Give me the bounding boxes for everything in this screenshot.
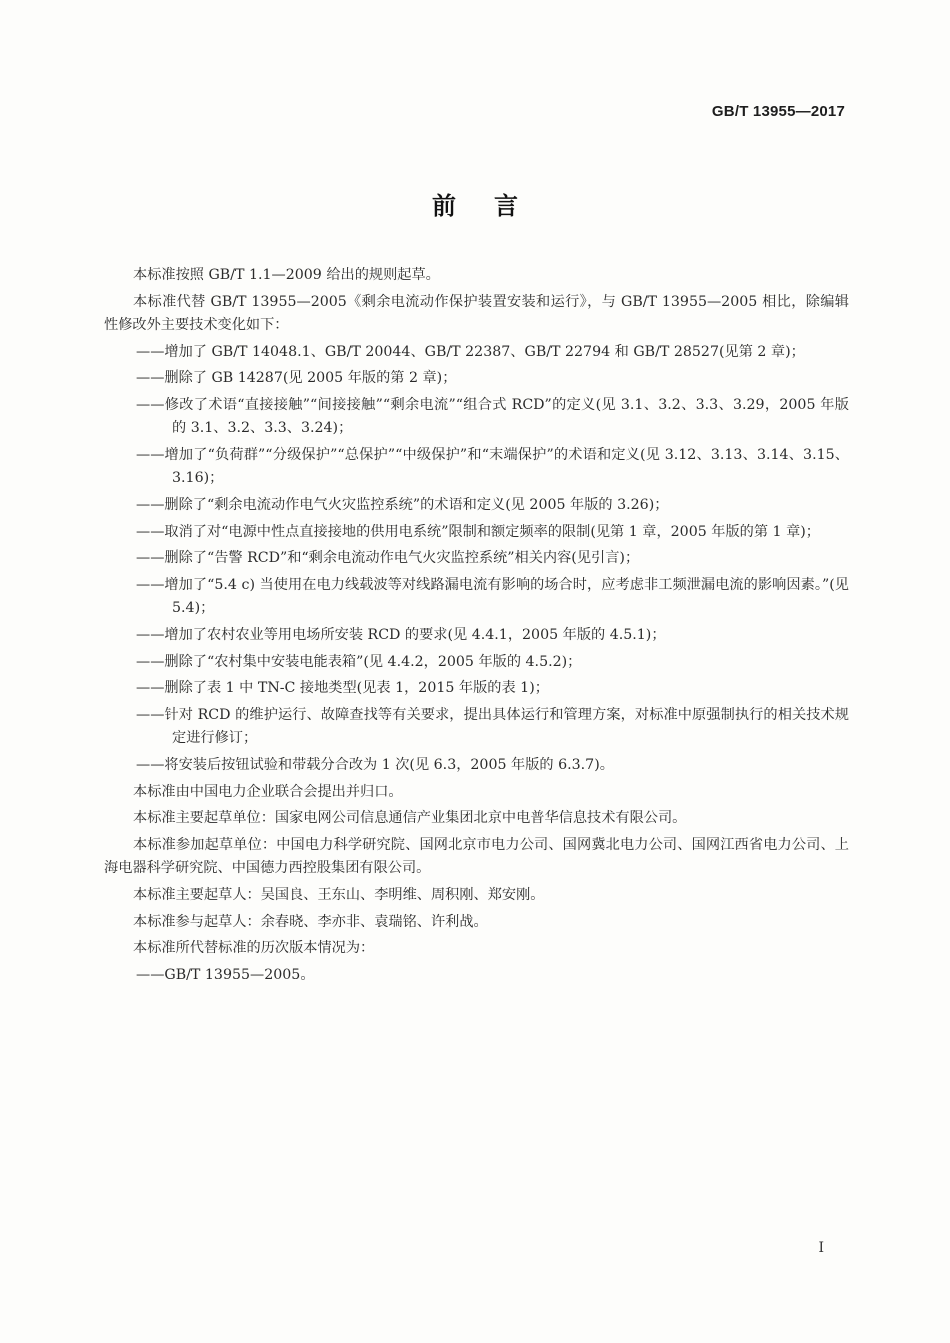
list-item: ——增加了“5.4 c) 当使用在电力线载波等对线路漏电流有影响的场合时，应考虑非工频泄漏电流的影响因素。”(见 5.4)； — [136, 576, 849, 617]
paragraph: 本标准所代替标准的历次版本情况为： — [133, 940, 375, 957]
list-item: ——增加了 GB/T 14048.1、GB/T 20044、GB/T 22387、GB/T 22794 和 GB/T 28527(见第 2 章)； — [136, 343, 805, 360]
list-item: ——删除了 GB 14287(见 2005 年版的第 2 章)； — [136, 370, 457, 387]
list-item: ——增加了“负荷群”“分级保护”“总保护”“中级保护”和“末端保护”的术语和定义(见 3.12、3.13、3.14、3.15、3.16)； — [136, 446, 849, 487]
list-item: ——删除了“农村集中安装电能表箱”(见 4.4.2，2005 年版的 4.5.2)； — [136, 653, 582, 670]
standard-code: GB/T 13955—2017 — [711, 103, 845, 120]
paragraph: 本标准参加起草单位：中国电力科学研究院、国网北京市电力公司、国网冀北电力公司、国网江西省电力公司、上海电器科学研究院、中国德力西控股集团有限公司。 — [104, 836, 849, 877]
foreword-body — [104, 264, 849, 991]
paragraph: 本标准主要起草人：吴国良、王东山、李明维、周积刚、郑安刚。 — [133, 886, 545, 903]
paragraph: 本标准由中国电力企业联合会提出并归口。 — [133, 783, 403, 800]
list-item: ——针对 RCD 的维护运行、故障查找等有关要求，提出具体运行和管理方案，对标准中原强制执行的相关技术规定进行修订； — [136, 706, 849, 747]
paragraph: 本标准主要起草单位：国家电网公司信息通信产业集团北京中电普华信息技术有限公司。 — [133, 810, 687, 827]
list-item: ——取消了对“电源中性点直接接地的供用电系统”限制和额定频率的限制(见第 1 章，2005 年版的第 1 章)； — [136, 523, 820, 540]
page-title: 前言 — [432, 192, 556, 220]
paragraph: 本标准参与起草人：余春晓、李亦非、袁瑞铭、许利战。 — [133, 913, 488, 930]
page-number: I — [818, 1240, 824, 1256]
paragraph: 本标准按照 GB/T 1.1—2009 给出的规则起草。 — [133, 267, 440, 283]
list-item: ——修改了术语“直接接触”“间接接触”“剩余电流”“组合式 RCD”的定义(见 3.1、3.2、3.3、3.29，2005 年版的 3.1、3.2、3.3、3.24)； — [136, 397, 849, 437]
list-item: ——删除了“剩余电流动作电气火灾监控系统”的术语和定义(见 2005 年版的 3.26)； — [136, 496, 669, 513]
list-item: ——GB/T 13955—2005。 — [136, 966, 315, 983]
paragraph: 本标准代替 GB/T 13955—2005《剩余电流动作保护装置安装和运行》，与 GB/T 13955—2005 相比，除编辑性修改外主要技术变化如下： — [104, 293, 849, 333]
list-item: ——删除了表 1 中 TN-C 接地类型(见表 1，2015 年版的表 1)； — [136, 680, 549, 697]
list-item: ——删除了“告警 RCD”和“剩余电流动作电气火灾监控系统”相关内容(见引言)； — [136, 550, 640, 567]
list-item: ——增加了农村农业等用电场所安装 RCD 的要求(见 4.4.1，2005 年版的 4.5.1)； — [136, 626, 666, 643]
list-item: ——将安装后按钮试验和带载分合改为 1 次(见 6.3，2005 年版的 6.3.7)。 — [136, 756, 614, 773]
